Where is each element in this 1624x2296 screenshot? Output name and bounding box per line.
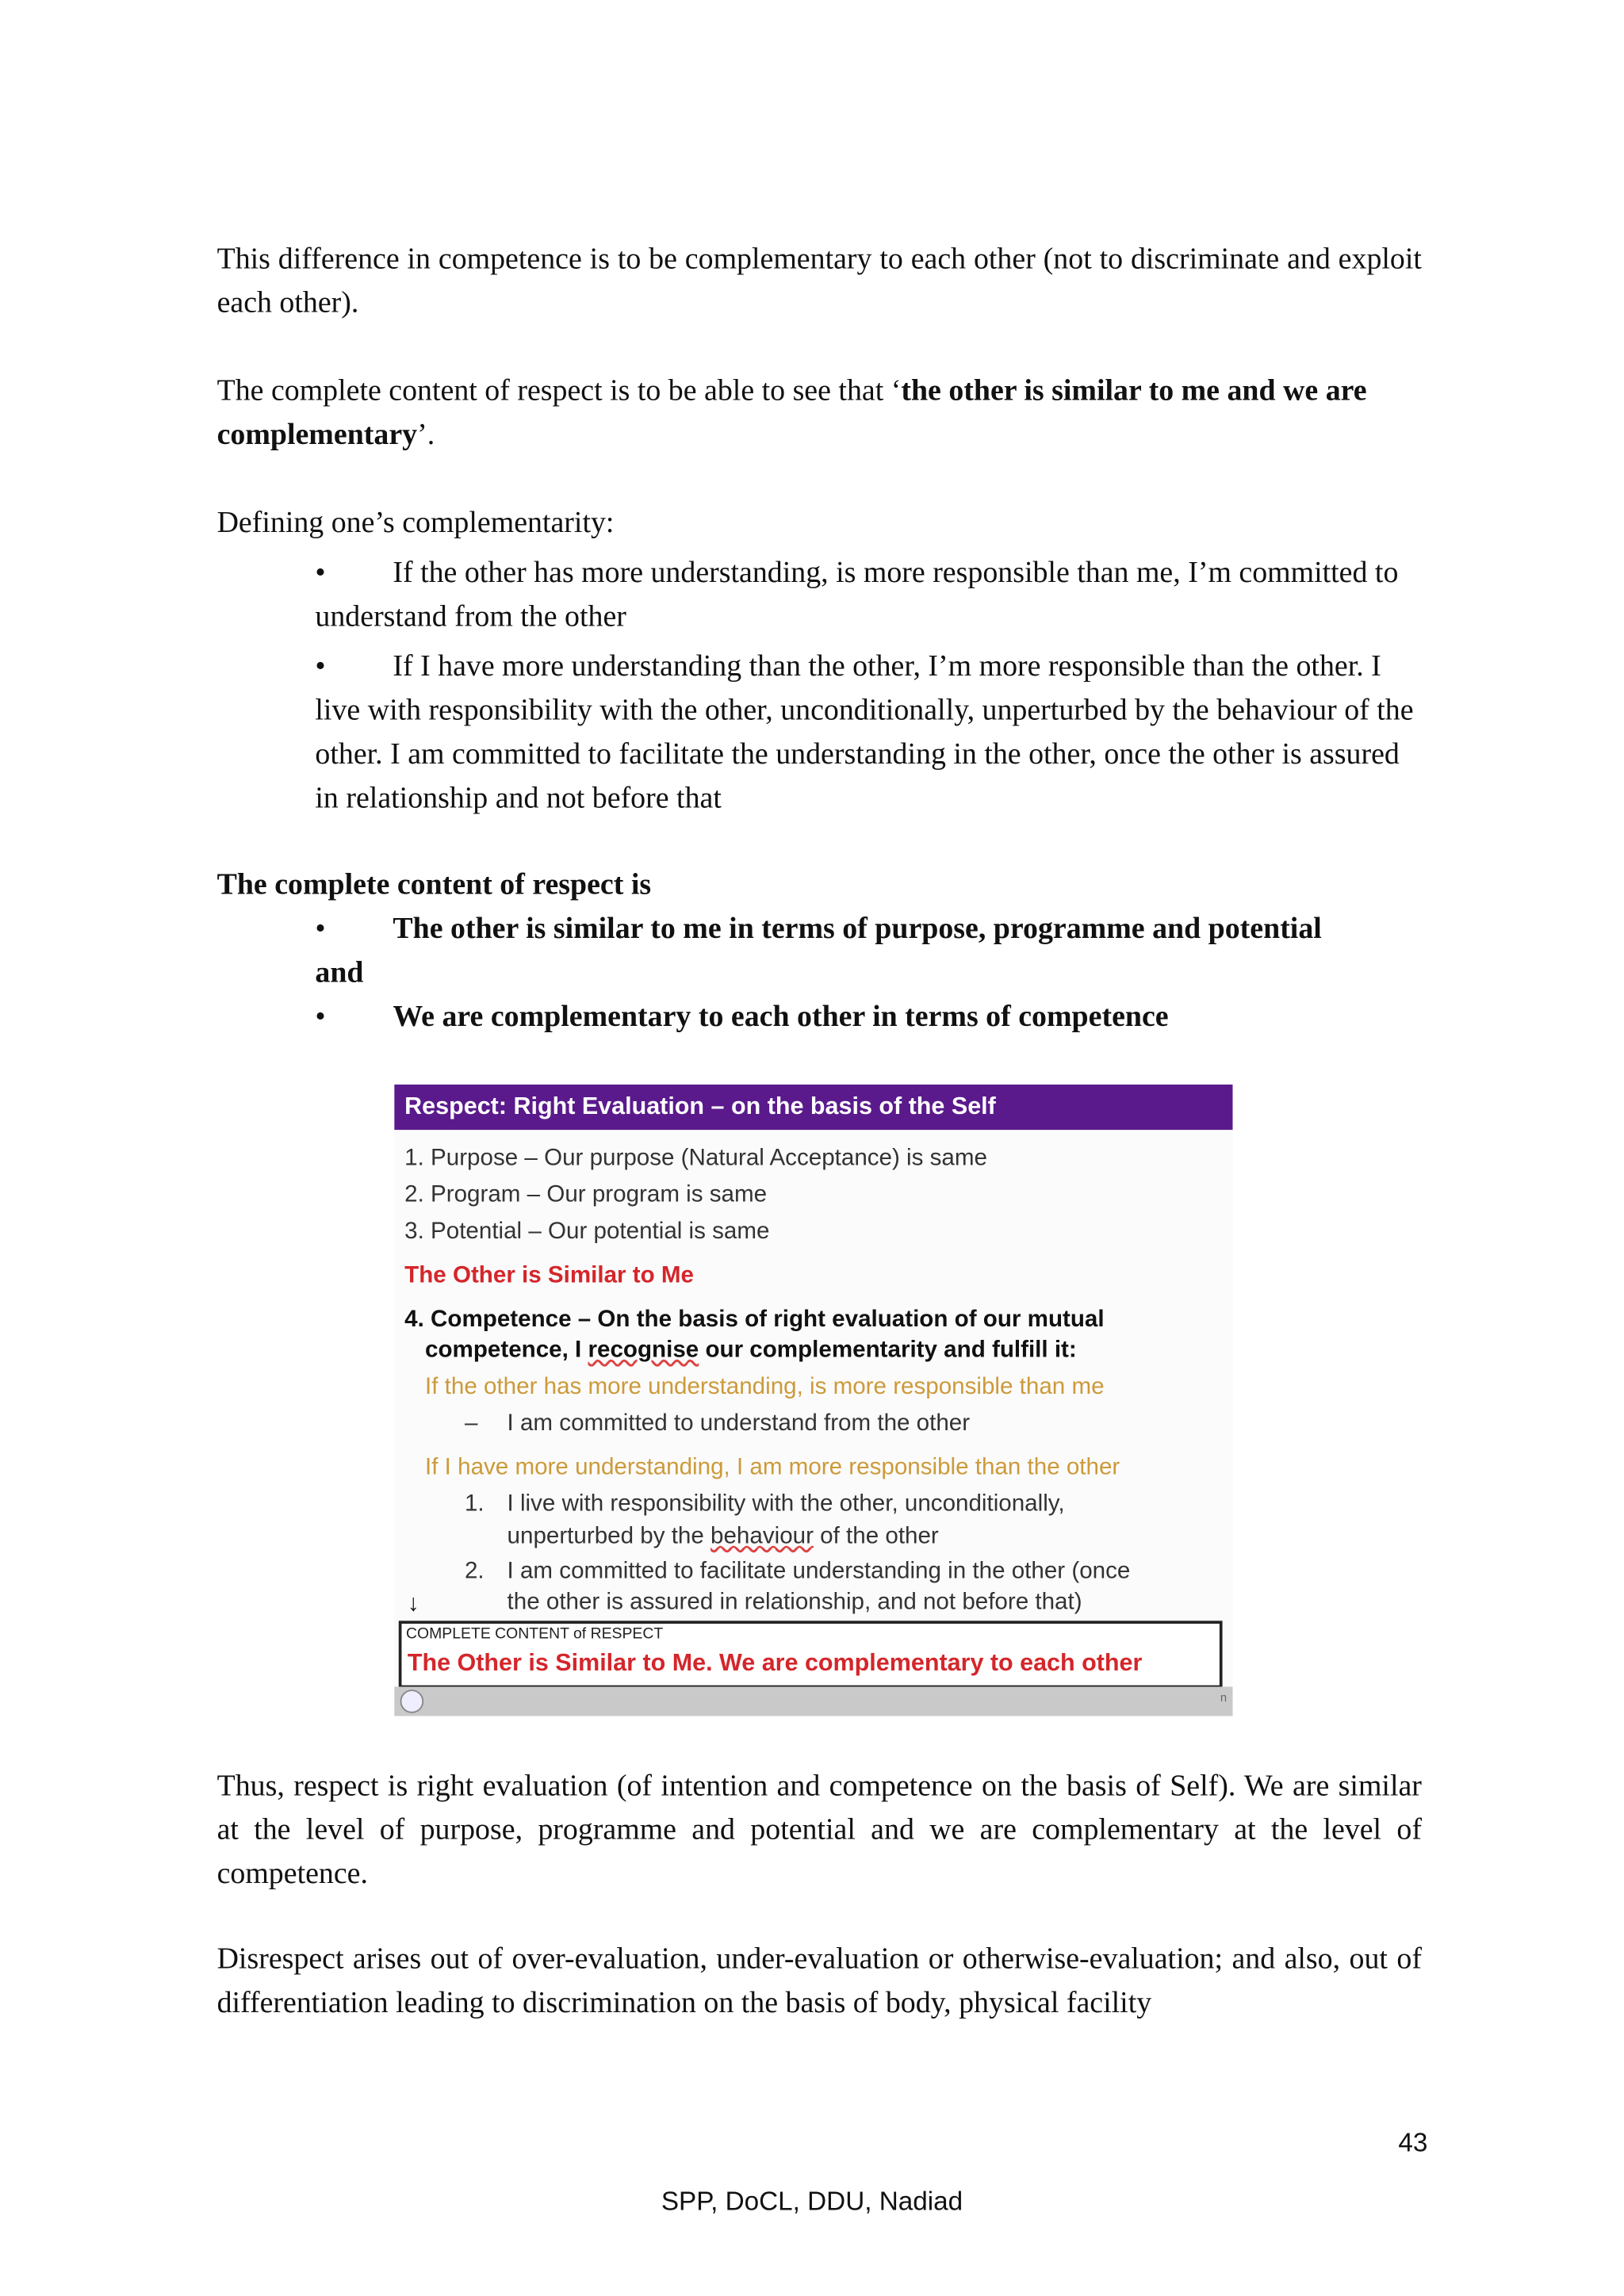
slide-case2-item2-line1: I am committed to facilitate understanding in the other (once	[507, 1559, 1131, 1585]
list-item	[315, 645, 1422, 821]
list-item-conjunction: and	[315, 957, 364, 989]
bullet-icon: •	[315, 557, 326, 590]
slide-case-more-understanding-other: If the other has more understanding, is more responsible than me	[425, 1374, 1105, 1400]
box-caption: COMPLETE CONTENT of RESPECT	[406, 1624, 664, 1644]
slide-text: competence, I	[425, 1337, 588, 1364]
down-arrow-icon: ↓	[407, 1591, 419, 1617]
slide-underlined-word: behaviour	[710, 1524, 814, 1549]
paragraph-complete-content	[217, 369, 1422, 457]
paragraph-text: ’.	[417, 419, 435, 452]
heading-complete-content-of-respect	[217, 863, 1422, 907]
bullet-icon: •	[315, 650, 326, 683]
slide-underlined-word: recognise	[588, 1337, 699, 1364]
slide-item-potential: 3. Potential – Our potential is same	[404, 1219, 770, 1245]
page-number: 43	[1398, 2127, 1428, 2157]
slide-competence-line: 4. Competence – On the basis of right evaluation of our mutual	[404, 1307, 1105, 1333]
slide-case2-item1-line1: I live with responsibility with the other, unconditionally,	[507, 1491, 1065, 1517]
paragraph-disrespect: Disrespect arises out of over-evaluation, under-evaluation or otherwise-evaluation; and also, out of differentiation leading to discrimination on the basis of body, physical facility	[216, 1942, 1422, 2020]
paragraph-bold-text: the other is similar to me and we are complementary	[216, 375, 1367, 452]
bullet-icon: •	[315, 1001, 326, 1034]
paragraph-text: The complete content of respect is to be able to see that ‘	[216, 375, 902, 408]
slide-competence-line-2	[425, 1338, 1077, 1364]
page-footer: SPP, DoCL, DDU, Nadiad	[661, 2186, 963, 2216]
list-item-text: If I have more understanding than the other, I’m more responsible than the other. I live with responsibility with the other, unconditionally, unperturbed by the behaviour of the other. I am committed to facilitate the understanding in the other, once the other is assured in relationship and not before that	[315, 650, 1414, 815]
list-item	[315, 995, 1422, 1039]
slide-text: unperturbed by the	[507, 1524, 711, 1549]
bullet-icon: •	[315, 913, 326, 946]
slide-title: Respect: Right Evaluation – on the basis of the Self	[394, 1085, 1232, 1130]
list-item-text: The other is similar to me in terms of purpose, programme and potential	[393, 913, 1322, 946]
slide-case-more-understanding-self: If I have more understanding, I am more responsible than the other	[425, 1455, 1120, 1480]
slide-item-purpose: 1. Purpose – Our purpose (Natural Acceptance) is same	[404, 1146, 987, 1171]
slide-item-program: 2. Program – Our program is same	[404, 1182, 768, 1208]
heading-defining-complementarity: Defining one’s complementarity:	[216, 507, 615, 540]
heading-text: The complete content of respect is	[216, 869, 652, 901]
slide-case2-item1-line2	[508, 1524, 939, 1550]
slide-list-number: 2.	[464, 1559, 485, 1585]
status-mark: n	[1220, 1691, 1228, 1705]
slide-similar-line: The Other is Similar to Me	[404, 1263, 694, 1288]
slide-list-number: 1.	[464, 1491, 485, 1517]
complete-content-box	[399, 1621, 1223, 1688]
viewer-logo-icon	[400, 1689, 424, 1713]
slide-case1-item: I am committed to understand from the other	[507, 1411, 971, 1437]
list-item-text: We are complementary to each other in terms of competence	[393, 1001, 1169, 1034]
box-text: The Other is Similar to Me. We are complementary to each other	[407, 1650, 1143, 1677]
slide-status-bar	[394, 1687, 1232, 1716]
slide-dash-icon: –	[464, 1411, 478, 1437]
paragraph-thus-respect: Thus, respect is right evaluation (of intention and competence on the basis of Self). We are similar at the level of purpose, programme and potential and we are complementary at the level of competence.	[216, 1770, 1422, 1891]
slide-text: of the other	[813, 1524, 939, 1549]
list-item-text: If the other has more understanding, is more responsible than me, I’m committed to understand from the other	[315, 557, 1399, 633]
slide-case2-item2-line2: the other is assured in relationship, and not before that)	[507, 1590, 1082, 1615]
list-item	[315, 551, 1422, 639]
list-item	[315, 907, 1422, 995]
paragraph-complementary-competence: This difference in competence is to be complementary to each other (not to discriminate and exploit each other).	[216, 243, 1422, 320]
respect-slide-image	[394, 1085, 1232, 1716]
slide-text: our complementarity and fulfill it:	[699, 1337, 1077, 1364]
